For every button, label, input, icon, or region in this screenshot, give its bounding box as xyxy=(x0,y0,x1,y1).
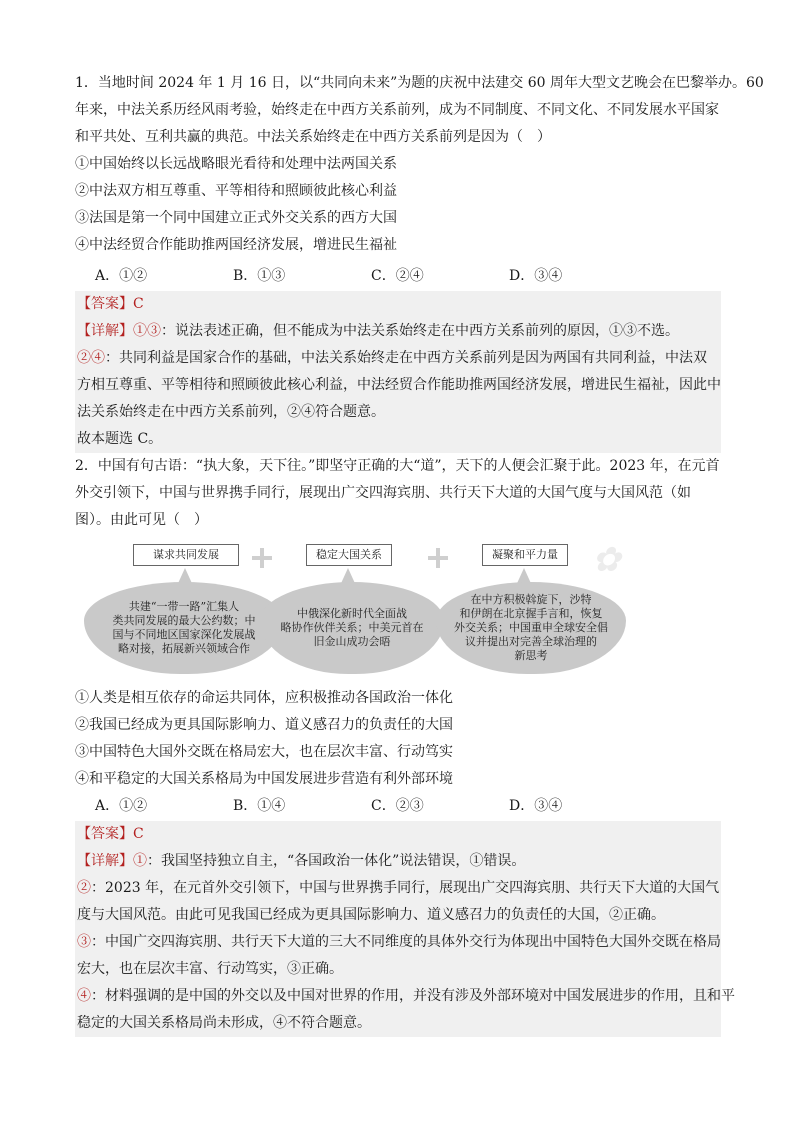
drop-line: 国与不同地区国家深化发展战 xyxy=(112,628,256,641)
watermark-icon: ✿ xyxy=(592,540,621,580)
choice-item: ④中法经贸合作能助推两国经济发展，增进民生福祉 xyxy=(75,237,397,253)
detail-text: ：共同利益是国家合作的基础，中法关系始终走在中西方关系前列是因为两国有共同利益，中法双 xyxy=(105,350,707,366)
plus-icon xyxy=(428,548,448,568)
choice-item: ④和平稳定的大国关系格局为中国发展进步营造有利外部环境 xyxy=(75,771,453,787)
answer-label: 【答案】 xyxy=(77,826,133,842)
choice-item: ②我国已经成为更具国际影响力、道义感召力的负责任的大国 xyxy=(75,717,453,733)
option-b: B．①④ xyxy=(233,798,286,814)
stem-line: 图）。由此可见（ ） xyxy=(75,512,208,528)
stem-line: 外交引领下，中国与世界携手同行，展现出广交四海宾朋、共行天下大道的大国气度与大国风范（如 xyxy=(75,485,691,501)
question-2-answer-box xyxy=(75,821,735,1037)
drop-line: 类共同发展的最大公约数；中 xyxy=(112,614,256,627)
detail-text: ：中国广交四海宾朋、共行天下大道的三大不同维度的具体外交行为体现出中国特色大国外交既在格局 xyxy=(91,934,721,950)
question-1-options xyxy=(95,263,647,290)
answer-value: C xyxy=(133,826,144,842)
stem-line: 1．当地时间 2024 年 1 月 16 日，以“共同向未来”为题的庆祝中法建交 60 周年大型文艺晚会在巴黎举办。60 xyxy=(75,75,764,91)
answer-label: 【答案】 xyxy=(77,296,133,312)
detail-text: ：说法表述正确，但不能成为中法关系始终走在中西方关系前列的原因，①③不选。 xyxy=(161,323,679,339)
choice-item: ①人类是相互依存的命运共同体，应积极推动各国政治一体化 xyxy=(75,690,453,706)
figure-drop-3 xyxy=(436,582,626,674)
detail-text: 稳定的大国关系格局尚未形成，④不符合题意。 xyxy=(77,1015,371,1031)
detail-label: 【详解】 xyxy=(77,323,133,339)
drop-line: 在中方积极斡旋下，沙特 xyxy=(470,593,592,606)
detail-text: 方相互尊重、平等相待和照顾彼此核心利益，中法经贸合作能助推两国经济发展，增进民生福祉，因此中 xyxy=(77,377,721,393)
choice-item: ②中法双方相互尊重、平等相待和照顾彼此核心利益 xyxy=(75,183,397,199)
choice-item: ③法国是第一个同中国建立正式外交关系的西方大国 xyxy=(75,210,397,226)
figure-drop-1 xyxy=(84,582,284,674)
detail-key: ④ xyxy=(77,988,91,1004)
stem-line: 2．中国有句古语：“执大象，天下往。”即坚守正确的大“道”，天下的人便会汇聚于此。2023 年，在元首 xyxy=(75,458,720,474)
question-2-items xyxy=(75,685,721,793)
detail-text: ：我国坚持独立自主，“各国政治一体化”说法错误，①错误。 xyxy=(147,853,526,869)
detail-key: ③ xyxy=(77,934,91,950)
answer-value: C xyxy=(133,296,144,312)
detail-label: 【详解】 xyxy=(77,853,133,869)
question-1-stem xyxy=(75,70,764,259)
question-1-answer-box xyxy=(75,291,721,453)
detail-key: ① xyxy=(133,853,147,869)
option-a: A．①② xyxy=(95,268,148,284)
detail-text: 度与大国风范。由此可见我国已经成为更具国际影响力、道义感召力的负责任的大国，②正确。 xyxy=(77,907,665,923)
detail-key: ①③ xyxy=(133,323,161,339)
drop-line: 外交关系；中国重申全球安全倡 xyxy=(454,621,608,634)
stem-line: 年来，中法关系历经风雨考验，始终走在中西方关系前列，成为不同制度、不同文化、不同发展水平国家 xyxy=(75,102,719,118)
option-a: A．①② xyxy=(95,798,148,814)
figure-drop-2 xyxy=(260,582,444,674)
detail-key: ② xyxy=(77,880,91,896)
detail-text: ：材料强调的是中国的外交以及中国对世界的作用，并没有涉及外部环境对中国发展进步的作用，且和平 xyxy=(91,988,735,1004)
figure-box-common-development: 谋求共同发展 xyxy=(133,544,239,566)
drop-line: 议并提出对完善全球治理的 xyxy=(465,635,597,648)
figure-box-major-country-relations: 稳定大国关系 xyxy=(306,544,392,566)
detail-text: 故本题选 C。 xyxy=(77,431,163,447)
option-c: C．②③ xyxy=(371,798,424,814)
detail-text: 宏大，也在层次丰富、行动笃实，③正确。 xyxy=(77,961,343,977)
drop-line: 和伊朗在北京握手言和，恢复 xyxy=(459,607,603,620)
drop-line: 中俄深化新时代全面战 xyxy=(297,607,407,620)
detail-text: 法关系始终走在中西方关系前列，②④符合题意。 xyxy=(77,404,385,420)
detail-text: ：2023 年，在元首外交引领下，中国与世界携手同行，展现出广交四海宾朋、共行天下大道的大国气 xyxy=(91,880,720,896)
choice-item: ③中国特色大国外交既在格局宏大，也在层次丰富、行动笃实 xyxy=(75,744,453,760)
stem-line: 和平共处、互利共赢的典范。中法关系始终走在中西方关系前列是因为（ ） xyxy=(75,129,551,145)
drop-line: 共建“一带一路”汇集人 xyxy=(128,600,240,613)
drop-line: 新思考 xyxy=(514,649,548,662)
option-b: B．①③ xyxy=(233,268,286,284)
choice-item: ①中国始终以长远战略眼光看待和处理中法两国关系 xyxy=(75,156,397,172)
option-d: D．③④ xyxy=(509,268,563,284)
question-2-stem xyxy=(75,453,721,534)
drop-line: 旧金山成功会晤 xyxy=(313,635,391,648)
drop-line: 略对接，拓展新兴领域合作 xyxy=(118,642,250,655)
detail-key: ②④ xyxy=(77,350,105,366)
figure-box-peace-force: 凝聚和平力量 xyxy=(482,544,568,566)
option-c: C．②④ xyxy=(371,268,424,284)
plus-icon xyxy=(252,548,272,568)
question-2-options xyxy=(95,793,647,820)
option-d: D．③④ xyxy=(509,798,563,814)
drop-line: 略协作伙伴关系；中美元首在 xyxy=(280,621,424,634)
diplomacy-figure xyxy=(80,538,640,678)
